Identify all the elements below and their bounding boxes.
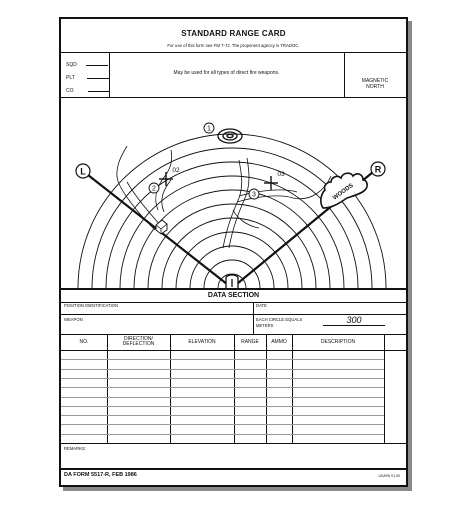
target-3-code: 03: [277, 171, 285, 178]
hill-contour: [218, 129, 242, 143]
form-sheet: [59, 17, 408, 487]
form-identifier: DA FORM 5517-R, FEB 1986: [64, 472, 137, 478]
meters-label: METERS: [256, 323, 274, 328]
table-row[interactable]: [61, 369, 384, 370]
each-circle-equals-label: EACH CIRCLE EQUALS: [256, 317, 303, 322]
woods-label: WOODS: [332, 182, 355, 202]
remarks-field[interactable]: [91, 444, 406, 468]
target-1-number: 1: [207, 125, 211, 133]
divider: [170, 334, 171, 443]
co-blank[interactable]: [88, 86, 110, 92]
magnetic-north-label: MAGNETIC NORTH: [361, 78, 389, 90]
divider: [234, 334, 235, 443]
position-identification-label: POSITION IDENTIFICATION: [64, 303, 119, 308]
left-limit-letter: L: [80, 166, 86, 177]
remarks-label: REMARKS:: [64, 446, 86, 451]
table-row[interactable]: [61, 434, 384, 435]
divider: [344, 52, 345, 97]
form-subtitle: For use of this form see FM 7-7J. The proponent agency is TRADOC.: [167, 43, 300, 48]
table-row[interactable]: [61, 406, 384, 407]
position-identification-field[interactable]: [61, 303, 253, 314]
date-field[interactable]: [254, 303, 406, 314]
col-header-ammo: AMMO: [271, 339, 287, 345]
weapon-label: WEAPON: [64, 317, 83, 322]
table-row[interactable]: [61, 359, 384, 360]
range-rings: [78, 134, 386, 288]
divider: [266, 334, 267, 443]
sqd-blank[interactable]: [86, 60, 108, 66]
divider: [61, 288, 406, 290]
weapon-field[interactable]: [61, 315, 253, 334]
divider: [107, 334, 108, 443]
col-header-description: DESCRIPTION: [320, 339, 356, 345]
info-text: May be used for all types of direct fire weapons.: [173, 70, 280, 76]
sqd-label: SQD: [66, 62, 77, 68]
table-row[interactable]: [61, 415, 384, 416]
divider: [384, 334, 385, 443]
plt-blank[interactable]: [87, 73, 109, 79]
sector-sketch: [61, 98, 406, 288]
col-header-range: RANGE: [241, 339, 259, 345]
table-row[interactable]: [61, 378, 384, 379]
date-label: DATE: [256, 303, 267, 308]
col-header-elevation: ELEVATION: [188, 339, 216, 345]
table-row[interactable]: [61, 387, 384, 388]
sqd-field[interactable]: [66, 60, 108, 68]
col-header-direction-deflection: DIRECTION/ DEFLECTION: [122, 336, 155, 347]
target-2-code: 02: [172, 167, 180, 174]
range-card-form: [59, 17, 408, 487]
divider: [61, 468, 406, 470]
data-section-title: DATA SECTION: [207, 292, 260, 299]
target-2-number: 2: [152, 185, 156, 193]
right-limit-letter: R: [374, 164, 382, 175]
divider: [292, 334, 293, 443]
divider: [61, 52, 406, 53]
circle-distance-field[interactable]: 300: [323, 315, 385, 326]
plt-label: PLT: [66, 75, 75, 81]
co-label: CO: [66, 88, 74, 94]
table-row[interactable]: [61, 424, 384, 425]
col-header-no: NO.: [79, 339, 89, 345]
target-3-number: 3: [252, 191, 256, 199]
table-row[interactable]: [61, 397, 384, 398]
form-title: STANDARD RANGE CARD: [181, 29, 286, 38]
co-field[interactable]: [66, 86, 110, 94]
form-version-code: USAPA V1.00: [378, 474, 400, 478]
plt-field[interactable]: [66, 73, 109, 81]
